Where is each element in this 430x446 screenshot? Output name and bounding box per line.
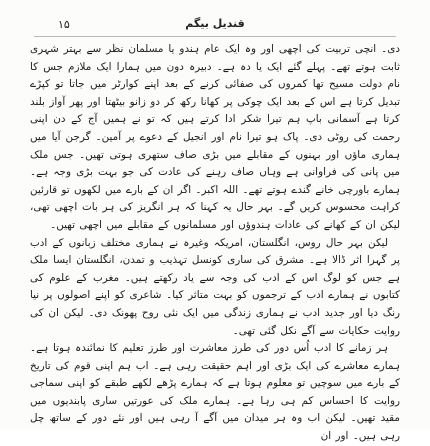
running-title: قندیل بیگم (185, 17, 245, 30)
paragraph-3: ہر زمانے کا ادب اُس دور کی طرز معاشرت اور طرز تعلیم کا نمائندہ ہوتا ہے۔ ہمارے معاشرے کی ایک بڑی اور اہم حقیقت رہی ہے۔ اب ہم اپنی قوم کی تاریخ کے بارے میں سوچیں تو معلوم ہوتا ہے کہ ہمارے پڑھے لکھے طبقے کو اپنی سماجی روایت کا احساس کم ہی رہا ہے۔ ہمارے ملک کی عورتیں ساری پابندیوں میں مقید تھیں۔ لیکن اب وہ ہر میدان میں آگے آ رہی ہیں اور نئے دور کے ساتھ چل رہی ہیں۔ اور ان (30, 342, 400, 443)
paragraph-2: لیکن بہر حال روس، انگلستان، امریکہ وغیرہ نے ہماری مختلف زبانوں کے ادب پر گہرا اثر ڈالا ہے۔ مشرق کی ساری کونسل تہذیب و تمدن، انگلستان ایسا ملک ہے جس کو لوگ اس کے ادب کی وجہ سے یاد رکھتے ہیں۔ مغرب کے علوم کی کتابوں نے ہمارے ادب کے ترجموں کو بہت متاثر کیا۔ شاعری کو اپنے اصولوں پر نیا رنگ دیا اور جدید ادب نے ہماری زندگی میں ایک نئی روح پھونک دی۔ لیکن ان کی روایت حکایات سے آگے نکل گئی تھی۔ (30, 236, 400, 337)
page-number: ۱۵ (58, 18, 70, 31)
page-body (30, 41, 400, 446)
paragraph-1: دی۔ انچی تربیت کی اچھی اور وہ ایک عام ہندو یا مسلمان نظر سے بہتر شہری ثابت ہوتے تھے۔ پہلے گئے ایک یا دہ ہے۔ دبیرہ دون میں ہمارا ایک ملازم جس کا نام دولت مسیح تھا کمروں کی صفائی کرنے کے بعد اپنے کوارٹر میں جاتا تو کپڑے تبدیل کرتا ہے اس کے بعد ایک چوکی پر کھانا رکھ کر دو زانو بیٹھتا اور پھر آواز بلند کرتا ہے آسمانی باپ ہم تیرا شکر ادا کرتے ہیں کہ تو نے ہمیں آج کے دن اپنی رحمت کی روٹی دی۔ پاک ہو تیرا نام اور انجیل کے دعوے پر آمین۔ گرجن آیا میں ہماری ماؤں اور بہنوں کے مقابلے میں بڑی صاف ستھری ہوتی تھیں۔ جس ملک میں پانی کی فراوانی ہے وہاں صاف رہنے کی عادت کی جو بہت بڑی وجہ ہے۔ ہمارے باورچی خانے گندے ہوتے تھے۔ اللہ اکبر۔ اگر ان کے بارے میں لکھوں تو قارئین کراہت محسوس کریں گے۔ بہر حال یہ کہنا کہ ہر انگریز کی ہر بات اچھی تھی، لیکن ان کے کھانے کی عادات ہندوؤں اور مسلمانوں کے مقابلے میں اچھی تھیں۔ (30, 43, 400, 231)
page-header (30, 14, 400, 36)
header-rule (34, 36, 396, 37)
